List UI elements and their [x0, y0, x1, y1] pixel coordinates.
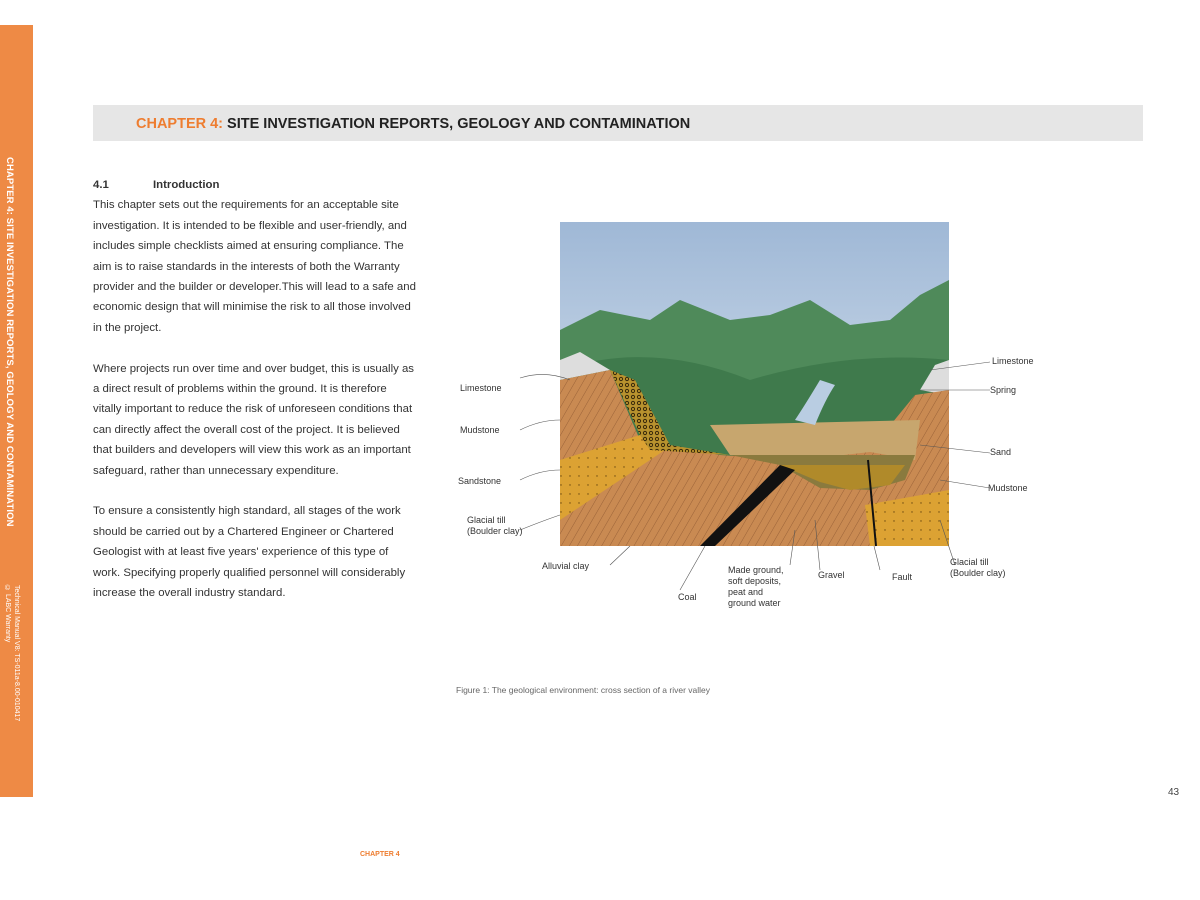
chapter-number: CHAPTER 4:	[136, 116, 224, 132]
label-mudstone-left: Mudstone	[460, 425, 500, 435]
copyright: © LABC Warranty	[4, 585, 11, 643]
paragraph: This chapter sets out the requirements for an acceptable site investigation. It is intended to be flexible and user-friendly, and includes simple checklists aimed at ensuring compliance. The aim is to raise standards in the interests of both the Warranty provider and the builder or developer.This will lead to a safe and economic design that will minimise the risk to all those involved in the project.	[93, 199, 416, 334]
label-alluvial-clay: Alluvial clay	[542, 561, 590, 571]
section-number: 4.1	[93, 179, 109, 191]
label-limestone-left: Limestone	[460, 383, 502, 393]
chapter-sidebar	[0, 25, 33, 797]
body-text	[93, 175, 418, 624]
label-sand: Sand	[990, 447, 1012, 457]
sidebar-manual	[3, 585, 21, 721]
page-number: 43	[1168, 787, 1180, 798]
section-heading	[93, 175, 418, 195]
geology-figure	[450, 220, 1050, 620]
label-mudstone-right: Mudstone	[988, 483, 1028, 493]
label-made-ground: Made ground, soft deposits, peat and ground water	[728, 565, 784, 608]
chapter-name: SITE INVESTIGATION REPORTS, GEOLOGY AND CONTAMINATION	[227, 116, 691, 132]
label-fault: Fault	[892, 572, 913, 582]
label-gravel: Gravel	[818, 570, 845, 580]
footer-chapter: CHAPTER 4	[360, 851, 400, 858]
section-title: Introduction	[153, 179, 220, 191]
figure-caption: Figure 1: The geological environment: cross section of a river valley	[456, 685, 711, 695]
sidebar-title: CHAPTER 4: SITE INVESTIGATION REPORTS, GEOLOGY AND CONTAMINATION	[4, 157, 15, 527]
label-spring: Spring	[990, 385, 1017, 395]
label-limestone-right: Limestone	[992, 356, 1034, 366]
label-coal: Coal	[678, 592, 697, 602]
label-glacial-till-left: Glacial till (Boulder clay)	[467, 515, 523, 536]
label-sandstone: Sandstone	[458, 476, 502, 486]
paragraph: Where projects run over time and over budget, this is usually as a direct result of problems within the ground. It is therefore vitally important to reduce the risk of unforeseen conditions that can directly affect the overall cost of the project. It is believed that builders and developers will view this work as an important safeguard, rather than unnecessary expenditure.	[93, 362, 414, 477]
manual-version: Technical Manual V8: TS-011a-8.00-010417	[13, 585, 20, 722]
chapter-title	[136, 116, 690, 132]
label-glacial-till-right: Glacial till (Boulder clay)	[950, 557, 1006, 578]
paragraph: To ensure a consistently high standard, all stages of the work should be carried out by a Chartered Engineer or Chartered Geologist with at least five years' experience of this type of work. Specifying properly qualified personnel will considerably increase the overall industry standard.	[93, 505, 406, 600]
chapter-header	[93, 105, 1143, 141]
